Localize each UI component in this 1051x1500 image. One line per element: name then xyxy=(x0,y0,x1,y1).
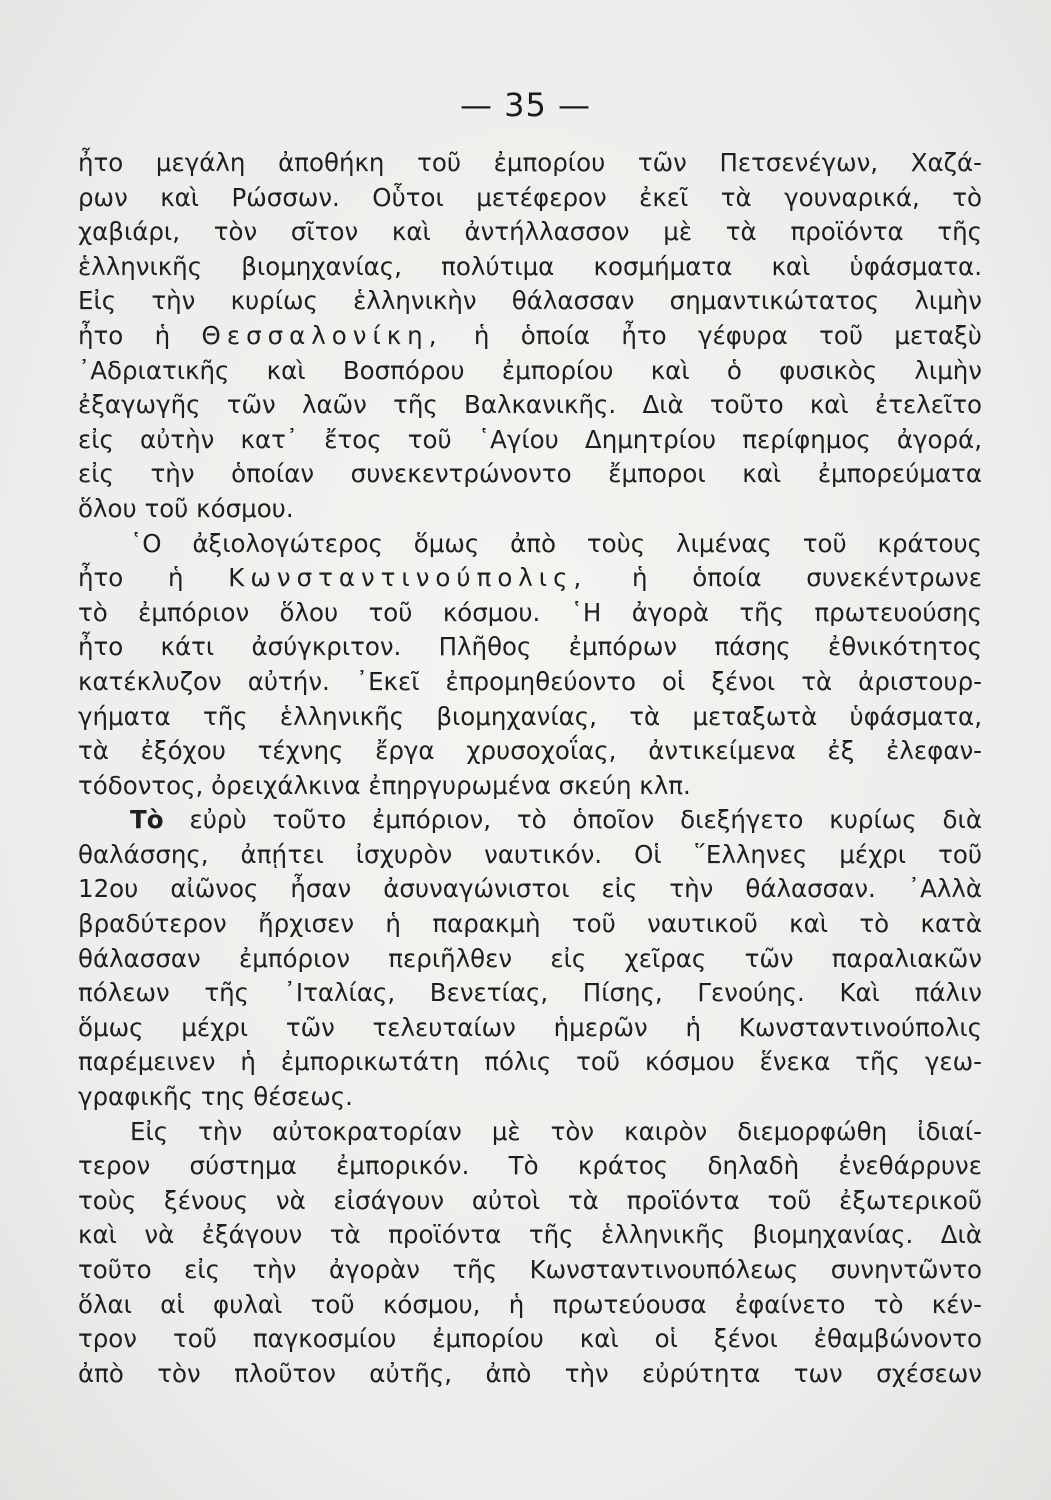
text-line xyxy=(78,319,982,354)
text-line: τὰ ἐξόχου τέχνης ἔργα χρυσοχοΐας, ἀντικείμενα ἐξ ἐλεφαν- xyxy=(78,736,982,766)
text-line: ἐξαγωγῆς τῶν λαῶν τῆς Βαλκανικῆς. Διὰ τοῦτο καὶ ἐτελεῖτο xyxy=(78,390,982,420)
text-line: ἦτο κάτι ἀσύγκριτον. Πλῆθος ἐμπόρων πάσης ἐθνικότητος xyxy=(78,632,982,662)
emphasized-place-name: Κωνσταντινούπολις, xyxy=(228,563,588,593)
text-line: ὅλου τοῦ κόσμου. xyxy=(78,493,294,523)
text-line: παρέμεινεν ἡ ἐμπορικωτάτη πόλις τοῦ κόσμου ἕνεκα τῆς γεω- xyxy=(78,1047,982,1077)
text-line: τοὺς ξένους νὰ εἰσάγουν αὐτοὶ τὰ προϊόντα τοῦ ἐξωτερικοῦ xyxy=(78,1185,982,1215)
text-line: ἀπὸ τὸν πλοῦτον αὐτῆς, ἀπὸ τὴν εὐρύτητα των σχέσεων xyxy=(78,1358,982,1388)
text-fragment: εὐρὺ τοῦτο ἐμπόριον, τὸ ὁποῖον διεξήγετο κυρίως διὰ xyxy=(189,805,982,835)
text-line: ρων καὶ Ρώσσων. Οὗτοι μετέφερον ἐκεῖ τὰ γουναρικά, τὸ xyxy=(78,182,982,212)
text-line: κατέκλυζον αὐτήν. ᾿Εκεῖ ἐπρομηθεύοντο οἱ ξένοι τὰ ἀριστουρ- xyxy=(78,666,982,696)
text-line: καὶ νὰ ἐξάγουν τὰ προϊόντα τῆς ἑλληνικῆς βιομηχανίας. Διὰ xyxy=(78,1220,982,1250)
text-line: γραφικῆς της θέσεως. xyxy=(78,1082,353,1112)
emphasized-place-name: Θεσσαλονίκη, xyxy=(201,320,443,350)
body-text xyxy=(78,146,982,1391)
text-line: βραδύτερον ἤρχισεν ἡ παρακμὴ τοῦ ναυτικοῦ καὶ τὸ κατὰ xyxy=(78,909,982,939)
text-fragment: ἡ ὁποία συνεκέντρωνε xyxy=(632,563,982,593)
text-line: γήματα τῆς ἑλληνικῆς βιομηχανίας, τὰ μεταξωτὰ ὑφάσματα, xyxy=(78,701,982,731)
text-line: ἑλληνικῆς βιομηχανίας, πολύτιμα κοσμήματα καὶ ὑφάσματα. xyxy=(78,251,982,281)
text-line: τερον σύστημα ἐμπορικόν. Τὸ κράτος δηλαδὴ ἐνεθάρρυνε xyxy=(78,1151,982,1181)
page-number: — 35 — xyxy=(459,86,592,124)
text-line: ὅμως μέχρι τῶν τελευταίων ἡμερῶν ἡ Κωνσταντινούπολις xyxy=(78,1012,982,1042)
text-line xyxy=(78,803,982,838)
paragraph-start-word: Τὸ xyxy=(130,805,164,835)
text-line: τρον τοῦ παγκοσμίου ἐμπορίου καὶ οἱ ξένοι ἐθαμβώνοντο xyxy=(78,1324,982,1354)
text-line: ἦτο μεγάλη ἀποθήκη τοῦ ἐμπορίου τῶν Πετσενέγων, Χαζά- xyxy=(78,148,982,177)
text-line xyxy=(78,561,982,596)
text-fragment: ἦτο ἡ xyxy=(78,563,184,593)
text-line: εἰς τὴν ὁποίαν συνεκεντρώνοντο ἔμποροι καὶ ἐμπορεύματα xyxy=(78,459,982,489)
text-line: θαλάσσης, ἀπῄτει ἰσχυρὸν ναυτικόν. Οἱ ῞Ελληνες μέχρι τοῦ xyxy=(78,839,982,869)
text-line: ᾿Αδριατικῆς καὶ Βοσπόρου ἐμπορίου καὶ ὁ φυσικὸς λιμὴν xyxy=(78,355,982,385)
text-line: Εἰς τὴν αὐτοκρατορίαν μὲ τὸν καιρὸν διεμορφώθη ἰδιαί- xyxy=(130,1116,982,1146)
text-line: θάλασσαν ἐμπόριον περιῆλθεν εἰς χεῖρας τῶν παραλιακῶν xyxy=(78,943,982,973)
text-line: χαβιάρι, τὸν σῖτον καὶ ἀντήλλασσον μὲ τὰ προϊόντα τῆς xyxy=(78,217,982,247)
text-line: τὸ ἐμπόριον ὅλου τοῦ κόσμου. ῾Η ἀγορὰ τῆς πρωτευούσης xyxy=(78,597,982,627)
text-fragment: ἦτο ἡ xyxy=(78,320,171,350)
text-line: τοῦτο εἰς τὴν ἀγορὰν τῆς Κωνσταντινουπόλεως συνηντῶντο xyxy=(78,1255,982,1284)
text-line: ὅλαι αἱ φυλαὶ τοῦ κόσμου, ἡ πρωτεύουσα ἐφαίνετο τὸ κέν- xyxy=(78,1289,982,1319)
text-line: εἰς αὐτὴν κατ᾿ ἔτος τοῦ ῾Αγίου Δημητρίου περίφημος ἀγορά, xyxy=(78,424,982,454)
text-line: ῾Ο ἀξιολογώτερος ὅμως ἀπὸ τοὺς λιμένας τοῦ κράτους xyxy=(130,528,982,558)
text-line: πόλεων τῆς ᾿Ιταλίας, Βενετίας, Πίσης, Γενούης. Καὶ πάλιν xyxy=(78,978,982,1008)
text-line: τόδοντος, ὀρειχάλκινα ἐπηργυρωμένα σκεύη κλπ. xyxy=(78,770,691,800)
text-line: 12ου αἰῶνος ἦσαν ἀσυναγώνιστοι εἰς τὴν θάλασσαν. ᾿Αλλὰ xyxy=(78,874,982,904)
text-line: Εἰς τὴν κυρίως ἑλληνικὴν θάλασσαν σημαντικώτατος λιμὴν xyxy=(78,286,982,316)
text-fragment: ἡ ὁποία ἦτο γέφυρα τοῦ μεταξὺ xyxy=(473,320,982,350)
